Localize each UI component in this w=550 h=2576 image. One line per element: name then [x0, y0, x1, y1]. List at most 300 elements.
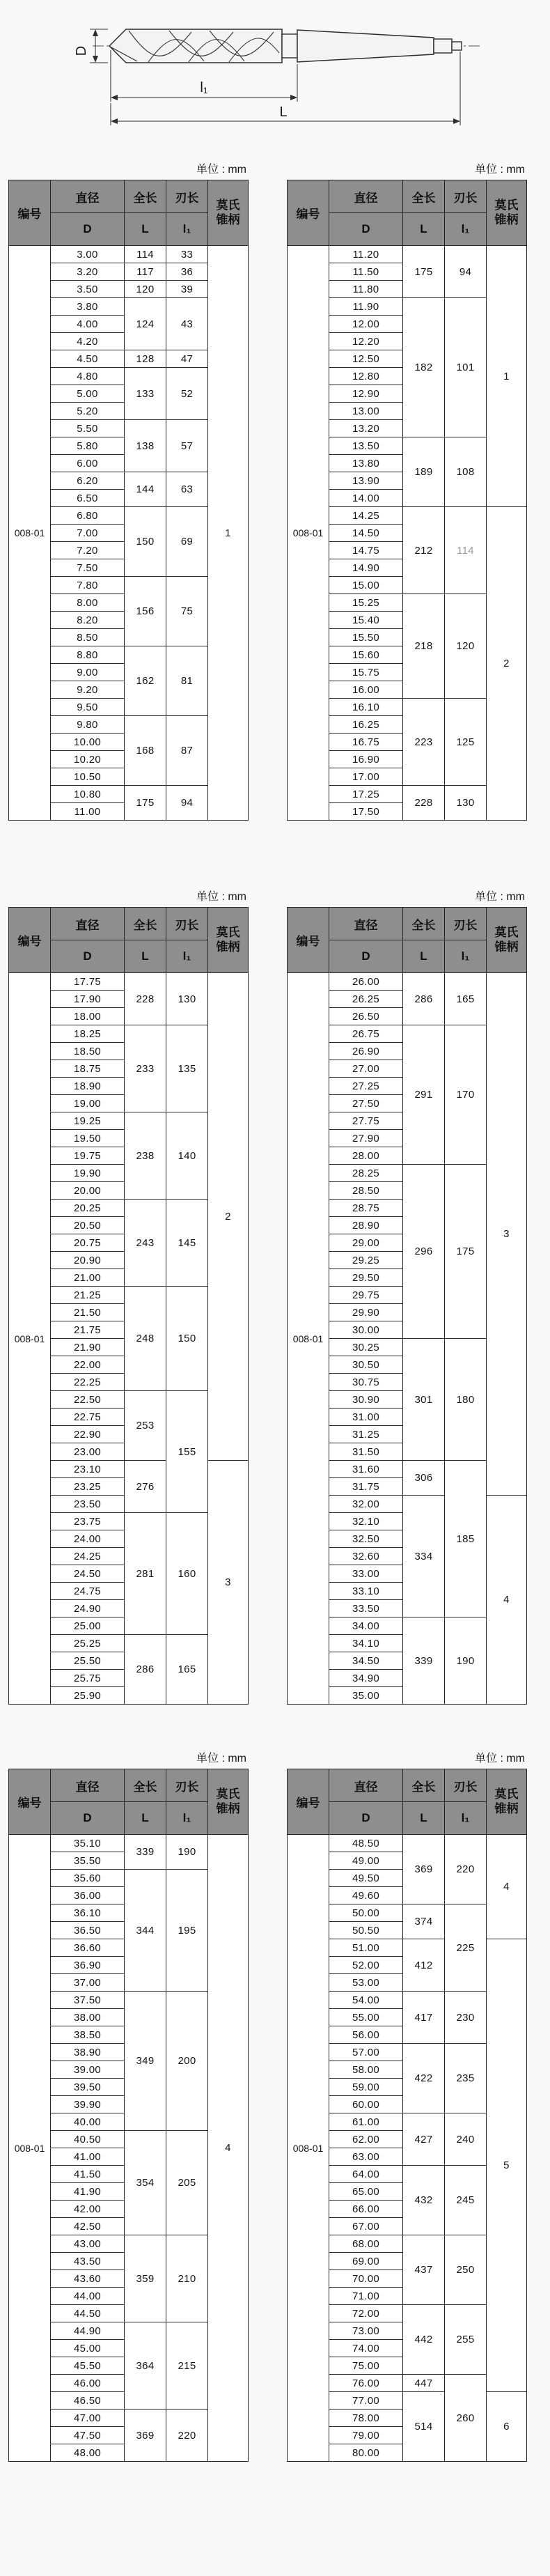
d-value-cell: 44.90	[51, 2322, 125, 2340]
code-cell: 008-01	[288, 1835, 329, 2462]
overall-length-cell: 417	[403, 1992, 445, 2044]
d-value-cell: 19.50	[51, 1130, 125, 1147]
overall-length-cell: 374	[403, 1904, 445, 1939]
overall-length-cell: 189	[403, 437, 445, 507]
col-header-d-symbol: D	[329, 1802, 403, 1835]
d-value-cell: 4.00	[51, 316, 125, 333]
code-cell: 008-01	[288, 973, 329, 1705]
d-value-cell: 29.00	[329, 1234, 403, 1252]
d-value-cell: 53.00	[329, 1974, 403, 1992]
d-value-cell: 24.25	[51, 1548, 125, 1565]
col-header-morse-taper	[487, 908, 527, 973]
overall-length-cell: 301	[403, 1339, 445, 1461]
d-value-cell: 14.50	[329, 525, 403, 542]
d-value-cell: 56.00	[329, 2026, 403, 2044]
overall-length-cell: 238	[125, 1112, 166, 1200]
d-value-cell: 21.75	[51, 1321, 125, 1339]
flute-length-cell: 140	[166, 1112, 208, 1200]
table-body	[288, 246, 527, 821]
d-value-cell: 23.75	[51, 1513, 125, 1530]
overall-length-cell: 364	[125, 2322, 166, 2410]
d-value-cell: 36.60	[51, 1939, 125, 1957]
morse-taper-cell: 5	[487, 1939, 527, 2392]
d-value-cell: 18.75	[51, 1060, 125, 1078]
d-value-cell: 40.00	[51, 2113, 125, 2131]
d-value-cell: 25.25	[51, 1635, 125, 1652]
d-value-cell: 64.00	[329, 2166, 403, 2183]
col-header-d-symbol: D	[329, 940, 403, 973]
d-value-cell: 10.00	[51, 734, 125, 751]
col-header-L-symbol: L	[403, 213, 445, 246]
d-value-cell: 31.25	[329, 1426, 403, 1443]
overall-length-cell: 175	[125, 786, 166, 821]
unit-label: 单位 : mm	[196, 891, 246, 903]
d-value-cell: 32.00	[329, 1496, 403, 1513]
col-header-l1-symbol: l₁	[445, 213, 487, 246]
morse-label-line2: 锥柄	[494, 940, 519, 954]
table-header	[288, 908, 527, 973]
d-value-cell: 15.25	[329, 594, 403, 612]
d-value-cell: 25.50	[51, 1652, 125, 1670]
d-value-cell: 58.00	[329, 2061, 403, 2079]
col-header-flute-length: 刃长	[166, 908, 208, 940]
unit-label: 单位 : mm	[475, 1753, 525, 1764]
d-value-cell: 4.50	[51, 350, 125, 368]
d-value-cell: 44.00	[51, 2288, 125, 2305]
col-header-l1-symbol: l₁	[166, 1802, 208, 1835]
d-value-cell: 19.25	[51, 1112, 125, 1130]
table-body	[9, 1835, 249, 2462]
d-value-cell: 48.50	[329, 1835, 403, 1852]
header-row	[288, 908, 527, 940]
d-value-cell: 16.90	[329, 751, 403, 768]
d-value-cell: 17.75	[51, 973, 125, 991]
d-value-cell: 34.90	[329, 1670, 403, 1687]
table-body	[9, 246, 249, 821]
morse-label-line1: 莫氏	[216, 199, 240, 212]
d-value-cell: 36.00	[51, 1887, 125, 1904]
col-header-l1-symbol: l₁	[166, 940, 208, 973]
d-value-cell: 28.90	[329, 1217, 403, 1234]
d-value-cell: 74.00	[329, 2340, 403, 2357]
code-cell: 008-01	[9, 1835, 51, 2462]
overall-length-cell: 168	[125, 716, 166, 786]
col-header-morse-taper	[208, 180, 249, 246]
flute-length-cell: 108	[445, 437, 487, 507]
overall-length-cell: 286	[125, 1635, 166, 1705]
col-header-morse-taper	[487, 180, 527, 246]
arrowhead	[111, 95, 118, 100]
d-value-cell: 36.10	[51, 1904, 125, 1922]
flute-length-cell: 63	[166, 472, 208, 507]
flute-length-cell: 200	[166, 1992, 208, 2131]
d-value-cell: 35.50	[51, 1852, 125, 1870]
d-value-cell: 27.50	[329, 1095, 403, 1112]
table-block	[8, 1751, 248, 2462]
d-value-cell: 57.00	[329, 2044, 403, 2061]
col-header-l1-symbol: l₁	[445, 940, 487, 973]
d-value-cell: 35.00	[329, 1687, 403, 1705]
d-value-cell: 38.50	[51, 2026, 125, 2044]
d-value-cell: 3.20	[51, 263, 125, 281]
d-value-cell: 7.00	[51, 525, 125, 542]
spec-table-grid	[8, 1769, 249, 2462]
d-value-cell: 29.90	[329, 1304, 403, 1321]
overall-length-cell: 369	[403, 1835, 445, 1904]
col-header-l1-symbol: l₁	[445, 1802, 487, 1835]
d-value-cell: 70.00	[329, 2270, 403, 2288]
table-header	[288, 1769, 527, 1835]
overall-length-cell: 150	[125, 507, 166, 577]
d-value-cell: 26.00	[329, 973, 403, 991]
d-value-cell: 16.00	[329, 681, 403, 699]
d-value-cell: 47.00	[51, 2410, 125, 2427]
flute-length-cell: 150	[166, 1287, 208, 1391]
table-header	[9, 180, 249, 246]
col-header-code: 编号	[9, 1769, 51, 1835]
overall-length-cell: 344	[125, 1870, 166, 1992]
flute-length-cell: 225	[445, 1904, 487, 1992]
d-value-cell: 42.50	[51, 2218, 125, 2235]
flute-length-cell: 190	[445, 1617, 487, 1705]
flute-length-cell: 94	[445, 246, 487, 298]
overall-length-cell: 218	[403, 594, 445, 699]
flute-length-cell: 260	[445, 2375, 487, 2462]
d-value-cell: 61.00	[329, 2113, 403, 2131]
col-header-diameter: 直径	[51, 908, 125, 940]
d-value-cell: 20.25	[51, 1200, 125, 1217]
d-value-cell: 25.75	[51, 1670, 125, 1687]
d-value-cell: 39.00	[51, 2061, 125, 2079]
col-header-diameter: 直径	[51, 1769, 125, 1802]
overall-length-cell: 144	[125, 472, 166, 507]
flute-length-cell: 220	[166, 2410, 208, 2462]
d-value-cell: 38.90	[51, 2044, 125, 2061]
col-header-morse-taper	[487, 1769, 527, 1835]
d-value-cell: 25.00	[51, 1617, 125, 1635]
d-value-cell: 21.50	[51, 1304, 125, 1321]
flute-length-cell: 130	[166, 973, 208, 1025]
overall-length-cell: 442	[403, 2305, 445, 2375]
overall-length-cell: 412	[403, 1939, 445, 1992]
d-value-cell: 46.50	[51, 2392, 125, 2410]
unit-label: 单位 : mm	[196, 164, 246, 176]
d-value-cell: 28.50	[329, 1182, 403, 1200]
col-header-L-symbol: L	[125, 940, 166, 973]
taper-shank	[297, 30, 434, 62]
flute-length-cell: 75	[166, 577, 208, 646]
drill-neck	[282, 34, 297, 58]
table-section-1	[8, 162, 542, 821]
d-value-cell: 59.00	[329, 2079, 403, 2096]
col-header-L-symbol: L	[125, 213, 166, 246]
d-value-cell: 10.80	[51, 786, 125, 803]
d-value-cell: 38.00	[51, 2009, 125, 2026]
d-value-cell: 75.00	[329, 2357, 403, 2375]
d-value-cell: 14.75	[329, 542, 403, 559]
d-value-cell: 33.50	[329, 1600, 403, 1617]
spec-table-grid	[287, 180, 527, 821]
d-value-cell: 8.50	[51, 629, 125, 646]
d-value-cell: 25.90	[51, 1687, 125, 1705]
d-value-cell: 26.50	[329, 1008, 403, 1025]
morse-label-line1: 莫氏	[494, 926, 519, 940]
d-value-cell: 39.90	[51, 2096, 125, 2113]
col-header-code: 编号	[288, 180, 329, 246]
spec-table-grid	[8, 907, 249, 1705]
spec-table	[8, 1769, 248, 2462]
col-header-overall-length: 全长	[125, 1769, 166, 1802]
morse-label-line2: 锥柄	[216, 212, 240, 226]
d-value-cell: 31.75	[329, 1478, 403, 1496]
flute-length-cell: 210	[166, 2235, 208, 2322]
flute-length-cell: 165	[445, 973, 487, 1025]
d-value-cell: 22.90	[51, 1426, 125, 1443]
spec-table-grid	[287, 1769, 527, 2462]
d-value-cell: 11.00	[51, 803, 125, 821]
d-value-cell: 31.50	[329, 1443, 403, 1461]
d-value-cell: 12.80	[329, 368, 403, 385]
col-header-morse-taper	[208, 1769, 249, 1835]
morse-taper-cell: 4	[487, 1496, 527, 1705]
d-value-cell: 55.00	[329, 2009, 403, 2026]
morse-label-line1: 莫氏	[494, 199, 519, 212]
d-value-cell: 17.90	[51, 991, 125, 1008]
overall-length-cell: 349	[125, 1992, 166, 2131]
d-value-cell: 17.50	[329, 803, 403, 821]
flute-length-cell: 255	[445, 2305, 487, 2375]
flute-length-cell: 36	[166, 263, 208, 281]
d-value-cell: 49.60	[329, 1887, 403, 1904]
d-value-cell: 31.60	[329, 1461, 403, 1478]
d-value-cell: 27.90	[329, 1130, 403, 1147]
spec-table	[287, 180, 526, 821]
d-value-cell: 22.50	[51, 1391, 125, 1409]
overall-length-cell: 286	[403, 973, 445, 1025]
col-header-L-symbol: L	[125, 1802, 166, 1835]
d-value-cell: 15.40	[329, 612, 403, 629]
d-value-cell: 34.50	[329, 1652, 403, 1670]
flute-length-cell: 250	[445, 2235, 487, 2305]
d-value-cell: 77.00	[329, 2392, 403, 2410]
d-value-cell: 27.00	[329, 1060, 403, 1078]
d-value-cell: 73.00	[329, 2322, 403, 2340]
flute-length-cell: 94	[166, 786, 208, 821]
d-value-cell: 80.00	[329, 2444, 403, 2462]
d-value-cell: 37.50	[51, 1992, 125, 2009]
d-value-cell: 16.25	[329, 716, 403, 734]
col-header-morse-taper	[208, 908, 249, 973]
flute-length-cell: 43	[166, 298, 208, 350]
overall-length-cell: 133	[125, 368, 166, 420]
d-value-cell: 11.90	[329, 298, 403, 316]
overall-length-cell: 212	[403, 507, 445, 594]
d-value-cell: 12.50	[329, 350, 403, 368]
flute-length-cell: 175	[445, 1165, 487, 1339]
d-value-cell: 12.90	[329, 385, 403, 403]
d-value-cell: 30.25	[329, 1339, 403, 1356]
overall-length-cell: 138	[125, 420, 166, 472]
d-value-cell: 24.50	[51, 1565, 125, 1583]
spec-table-grid	[8, 180, 249, 821]
d-value-cell: 47.50	[51, 2427, 125, 2444]
flute-length-cell: 52	[166, 368, 208, 420]
d-value-cell: 4.80	[51, 368, 125, 385]
d-value-cell: 15.00	[329, 577, 403, 594]
d-value-cell: 32.50	[329, 1530, 403, 1548]
col-header-code: 编号	[9, 908, 51, 973]
spec-table	[287, 907, 526, 1705]
header-row	[288, 180, 527, 213]
arrowhead	[93, 29, 98, 36]
overall-length-cell: 233	[125, 1025, 166, 1112]
d-value-cell: 5.00	[51, 385, 125, 403]
d-value-cell: 20.90	[51, 1252, 125, 1269]
d-value-cell: 13.50	[329, 437, 403, 455]
d-value-cell: 22.75	[51, 1409, 125, 1426]
d-value-cell: 11.20	[329, 246, 403, 263]
flute-length-cell: 33	[166, 246, 208, 263]
header-row	[288, 1769, 527, 1802]
d-value-cell: 78.00	[329, 2410, 403, 2427]
d-value-cell: 52.00	[329, 1957, 403, 1974]
d-value-cell: 51.00	[329, 1939, 403, 1957]
table-row	[9, 246, 249, 263]
d-value-cell: 16.75	[329, 734, 403, 751]
overall-length-cell: 117	[125, 263, 166, 281]
d-value-cell: 9.80	[51, 716, 125, 734]
header-row	[9, 908, 249, 940]
col-header-code: 编号	[9, 180, 51, 246]
d-value-cell: 6.00	[51, 455, 125, 472]
flute-length-cell: 135	[166, 1025, 208, 1112]
d-value-cell: 14.00	[329, 490, 403, 507]
d-value-cell: 20.50	[51, 1217, 125, 1234]
overall-length-cell: 306	[403, 1461, 445, 1496]
col-header-L-symbol: L	[403, 1802, 445, 1835]
d-value-cell: 39.50	[51, 2079, 125, 2096]
overall-length-cell: 228	[403, 786, 445, 821]
col-header-d-symbol: D	[51, 940, 125, 973]
d-value-cell: 23.10	[51, 1461, 125, 1478]
d-value-cell: 5.20	[51, 403, 125, 420]
flute-length-cell: 185	[445, 1461, 487, 1617]
d-value-cell: 17.25	[329, 786, 403, 803]
morse-taper-cell: 2	[208, 973, 249, 1461]
flute-length-cell: 245	[445, 2166, 487, 2235]
drill-body-outline	[109, 29, 282, 63]
d-value-cell: 26.90	[329, 1043, 403, 1060]
d-value-cell: 15.75	[329, 664, 403, 681]
col-header-l1-symbol: l₁	[166, 213, 208, 246]
d-value-cell: 15.60	[329, 646, 403, 664]
col-header-code: 编号	[288, 1769, 329, 1835]
tang	[434, 39, 452, 53]
flute-length-cell: 81	[166, 646, 208, 716]
d-value-cell: 3.80	[51, 298, 125, 316]
overall-length-cell: 447	[403, 2375, 445, 2392]
flute-length-cell: 205	[166, 2131, 208, 2235]
flute-length-cell: 215	[166, 2322, 208, 2410]
d-value-cell: 8.20	[51, 612, 125, 629]
flute-length-cell: 39	[166, 281, 208, 298]
d-value-cell: 29.75	[329, 1287, 403, 1304]
d-value-cell: 60.00	[329, 2096, 403, 2113]
d-value-cell: 8.00	[51, 594, 125, 612]
d-value-cell: 13.90	[329, 472, 403, 490]
d-value-cell: 63.00	[329, 2148, 403, 2166]
d-value-cell: 9.50	[51, 699, 125, 716]
d-value-cell: 5.80	[51, 437, 125, 455]
d-value-cell: 13.80	[329, 455, 403, 472]
d-value-cell: 20.00	[51, 1182, 125, 1200]
d-value-cell: 24.00	[51, 1530, 125, 1548]
morse-label-line1: 莫氏	[216, 926, 240, 940]
spec-table	[287, 1769, 526, 2462]
overall-length-cell: 175	[403, 246, 445, 298]
d-value-cell: 7.80	[51, 577, 125, 594]
tang-tip	[452, 42, 462, 50]
d-value-cell: 50.50	[329, 1922, 403, 1939]
d-value-cell: 7.50	[51, 559, 125, 577]
table-block	[8, 889, 248, 1705]
d-value-cell: 6.20	[51, 472, 125, 490]
d-value-cell: 69.00	[329, 2253, 403, 2270]
d-value-cell: 54.00	[329, 1992, 403, 2009]
unit-label: 单位 : mm	[196, 1753, 246, 1764]
flute-length-cell: 101	[445, 298, 487, 437]
morse-label-line2: 锥柄	[494, 1801, 519, 1815]
flute-length-cell: 47	[166, 350, 208, 368]
flute-length-cell: 230	[445, 1992, 487, 2044]
overall-length-cell: 156	[125, 577, 166, 646]
overall-length-cell: 339	[403, 1617, 445, 1705]
d-value-cell: 20.75	[51, 1234, 125, 1252]
col-header-overall-length: 全长	[125, 908, 166, 940]
flute-length-cell: 120	[445, 594, 487, 699]
col-header-flute-length: 刃长	[445, 1769, 487, 1802]
d-value-cell: 6.50	[51, 490, 125, 507]
d-value-cell: 27.75	[329, 1112, 403, 1130]
d-value-cell: 31.00	[329, 1409, 403, 1426]
flute-length-cell: 145	[166, 1200, 208, 1287]
header-row	[9, 180, 249, 213]
overall-length-cell: 114	[125, 246, 166, 263]
table-row	[288, 246, 527, 263]
overall-length-cell: 369	[125, 2410, 166, 2462]
morse-label-line2: 锥柄	[216, 940, 240, 954]
d-value-cell: 12.20	[329, 333, 403, 350]
d-value-cell: 10.20	[51, 751, 125, 768]
d-value-cell: 41.00	[51, 2148, 125, 2166]
overall-length-cell: 422	[403, 2044, 445, 2113]
d-value-cell: 22.25	[51, 1374, 125, 1391]
flute-length-cell: 195	[166, 1870, 208, 1992]
d-value-cell: 36.90	[51, 1957, 125, 1974]
overall-length-cell: 514	[403, 2392, 445, 2462]
d-value-cell: 13.00	[329, 403, 403, 420]
d-value-cell: 26.75	[329, 1025, 403, 1043]
col-header-overall-length: 全长	[403, 908, 445, 940]
d-value-cell: 21.25	[51, 1287, 125, 1304]
col-header-diameter: 直径	[329, 908, 403, 940]
d-value-cell: 48.00	[51, 2444, 125, 2462]
overall-length-cell: 120	[125, 281, 166, 298]
d-value-cell: 46.00	[51, 2375, 125, 2392]
arrowhead	[290, 95, 297, 100]
spec-table	[8, 907, 248, 1705]
flute-length-cell: 114	[445, 507, 487, 594]
